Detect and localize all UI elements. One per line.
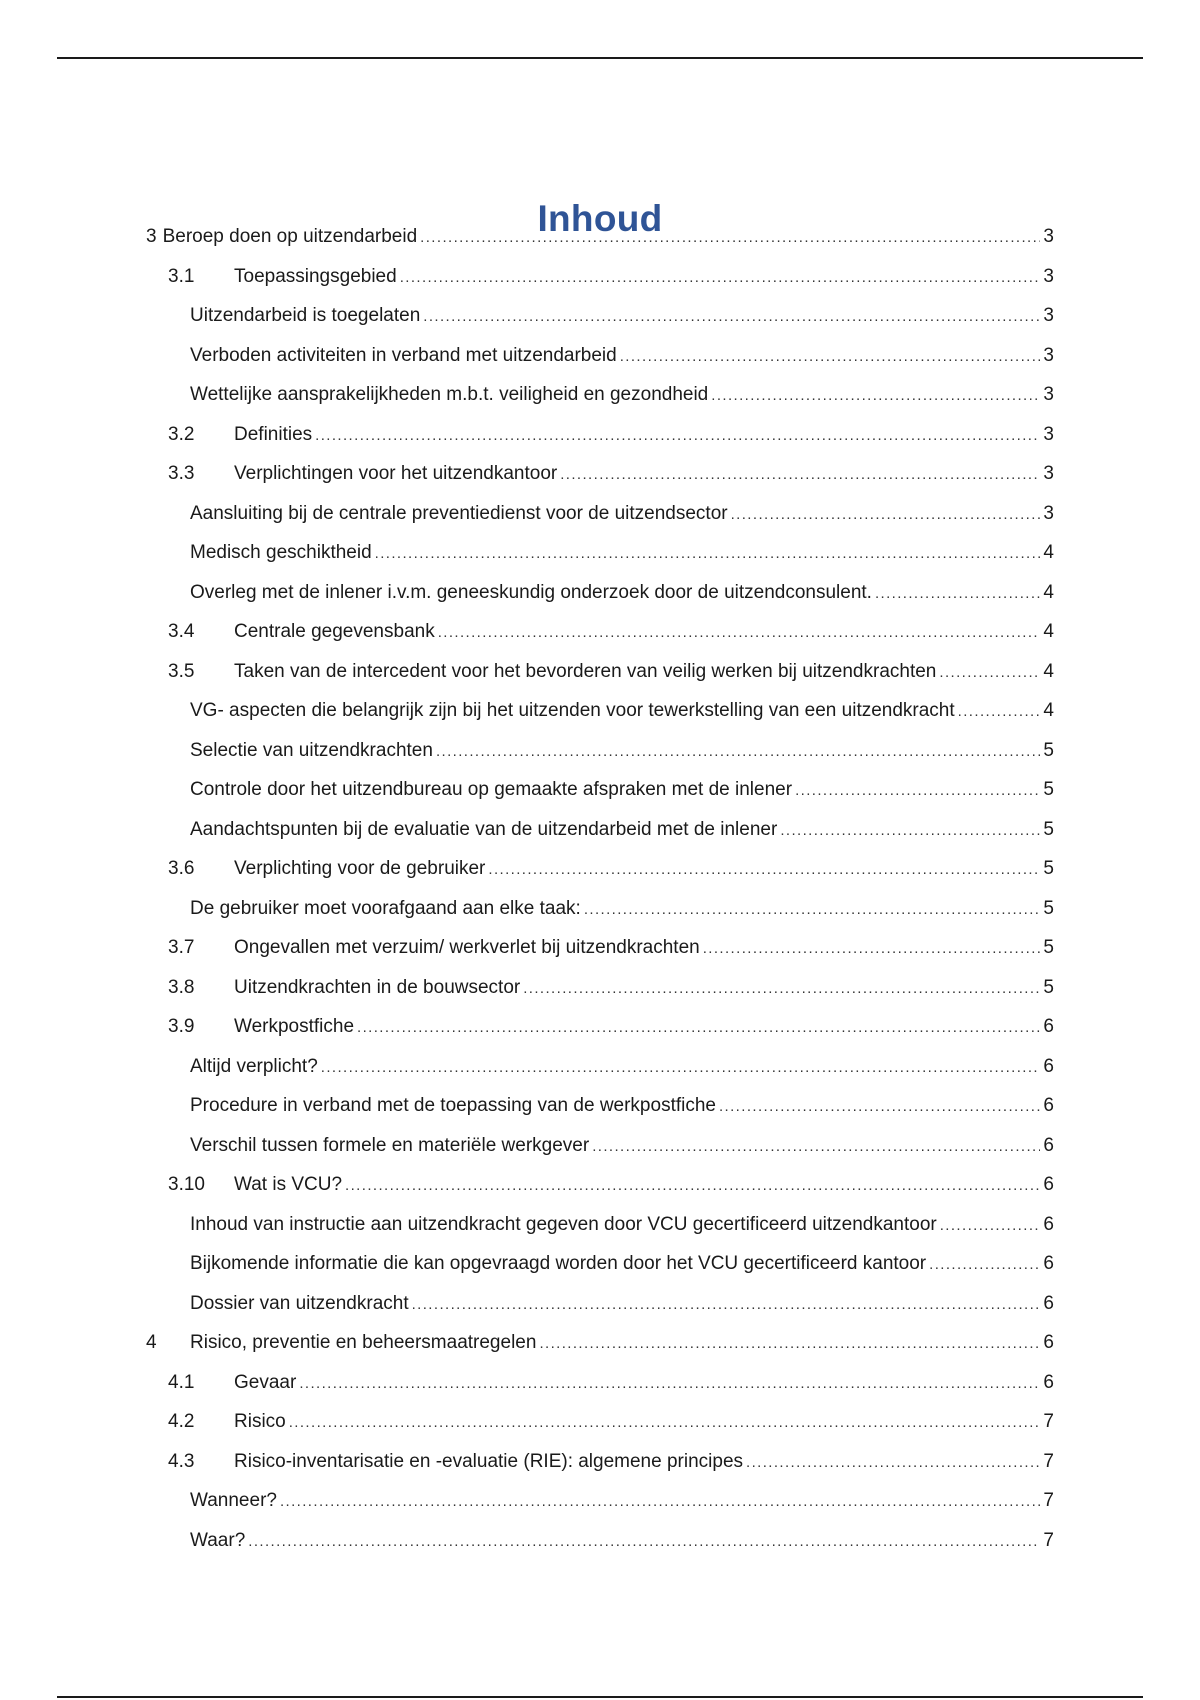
toc-entry-title: Beroep doen op uitzendarbeid xyxy=(162,226,418,247)
toc-dot-leader xyxy=(315,416,1040,456)
toc-dot-leader xyxy=(539,1324,1040,1364)
toc-page-number: 6 xyxy=(1043,1332,1054,1353)
toc-entry[interactable] xyxy=(146,849,1054,889)
toc-page-number: 4 xyxy=(1043,621,1054,642)
toc-page-number: 4 xyxy=(1043,542,1054,563)
toc-entry-title: Inhoud van instructie aan uitzendkracht gegeven door VCU gecertificeerd uitzendkantoor xyxy=(190,1213,937,1235)
toc-dot-leader xyxy=(400,258,1040,298)
toc-page-number: 3 xyxy=(1043,463,1054,484)
toc-entry-title: De gebruiker moet voorafgaand aan elke taak: xyxy=(190,897,581,919)
toc-entry[interactable] xyxy=(146,533,1054,573)
toc-entry-title: Uitzendarbeid is toegelaten xyxy=(190,305,421,326)
toc-dot-leader xyxy=(731,495,1040,535)
toc-entry[interactable] xyxy=(146,217,1054,257)
toc-dot-leader xyxy=(795,771,1040,811)
toc-dot-leader xyxy=(357,1008,1040,1048)
table-of-contents xyxy=(146,217,1054,1560)
toc-entry[interactable] xyxy=(146,1284,1054,1324)
toc-page-number: 5 xyxy=(1043,779,1054,800)
toc-page-number: 4 xyxy=(1043,581,1054,603)
toc-entry-title: Toepassingsgebied xyxy=(234,265,397,287)
toc-entry[interactable] xyxy=(146,1126,1054,1166)
toc-dot-leader xyxy=(560,455,1040,495)
toc-dot-leader xyxy=(746,1443,1040,1483)
toc-dot-leader xyxy=(436,732,1040,772)
toc-entry[interactable] xyxy=(146,731,1054,771)
toc-page-number: 5 xyxy=(1043,937,1054,958)
toc-page-number: 3 xyxy=(1043,344,1054,366)
toc-entry-number: 3.5 xyxy=(168,660,195,682)
toc-dot-leader xyxy=(345,1166,1040,1206)
toc-dot-leader xyxy=(940,1206,1040,1246)
toc-entry[interactable] xyxy=(146,1086,1054,1126)
toc-dot-leader xyxy=(423,297,1040,337)
toc-dot-leader xyxy=(958,692,1040,732)
toc-entry-title: Taken van de intercedent voor het bevorderen van veilig werken bij uitzendkrachten xyxy=(234,660,937,682)
toc-entry-title: Werkpostfiche xyxy=(234,1016,355,1037)
toc-dot-leader xyxy=(711,376,1040,416)
toc-entry-title: Definities xyxy=(234,423,313,445)
toc-page-number: 6 xyxy=(1043,1213,1054,1235)
toc-dot-leader xyxy=(321,1048,1040,1088)
toc-entry-title: Verschil tussen formele en materiële werkgever xyxy=(190,1134,590,1156)
toc-dot-leader xyxy=(929,1245,1040,1285)
toc-entry-title: Wat is VCU? xyxy=(234,1174,343,1195)
toc-entry[interactable] xyxy=(146,454,1054,494)
toc-dot-leader xyxy=(420,218,1040,258)
toc-entry[interactable] xyxy=(146,573,1054,613)
toc-page-number: 6 xyxy=(1043,1055,1054,1077)
toc-dot-leader xyxy=(280,1482,1040,1522)
toc-entry-title: Uitzendkrachten in de bouwsector xyxy=(234,976,521,998)
toc-page-number: 6 xyxy=(1043,1292,1054,1314)
toc-entry-number: 3 xyxy=(146,226,157,247)
toc-entry-number: 4.2 xyxy=(168,1411,195,1432)
toc-entry-number: 3.4 xyxy=(168,621,195,642)
toc-entry[interactable] xyxy=(146,1165,1054,1205)
toc-dot-leader xyxy=(719,1087,1040,1127)
toc-page-number: 6 xyxy=(1043,1095,1054,1116)
toc-entry-title: Aansluiting bij de centrale preventiedienst voor de uitzendsector xyxy=(190,502,728,524)
toc-dot-leader xyxy=(412,1285,1040,1325)
toc-entry-title: Controle door het uitzendbureau op gemaakte afspraken met de inlener xyxy=(190,779,793,800)
toc-dot-leader xyxy=(875,574,1040,614)
toc-entry-title: Ongevallen met verzuim/ werkverlet bij uitzendkrachten xyxy=(234,937,700,958)
toc-entry-number: 3.3 xyxy=(168,463,195,484)
toc-dot-leader xyxy=(299,1364,1040,1404)
toc-page-number: 3 xyxy=(1043,226,1054,247)
toc-page-number: 3 xyxy=(1043,265,1054,287)
toc-entry-title: Centrale gegevensbank xyxy=(234,621,435,642)
toc-page-number: 3 xyxy=(1043,384,1054,405)
toc-entry[interactable] xyxy=(146,1442,1054,1482)
toc-entry-title: Verplichtingen voor het uitzendkantoor xyxy=(234,463,558,484)
toc-entry-number: 3.7 xyxy=(168,937,195,958)
toc-entry[interactable] xyxy=(146,889,1054,929)
toc-page-number: 5 xyxy=(1043,976,1054,998)
toc-entry-number: 3.8 xyxy=(168,976,195,998)
toc-entry-title: Wettelijke aansprakelijkheden m.b.t. veiligheid en gezondheid xyxy=(190,384,709,405)
toc-dot-leader xyxy=(620,337,1040,377)
footer-rule xyxy=(57,1696,1143,1698)
toc-page-number: 6 xyxy=(1043,1134,1054,1156)
toc-entry[interactable] xyxy=(146,415,1054,455)
toc-entry[interactable] xyxy=(146,1323,1054,1363)
toc-entry-number: 3.10 xyxy=(168,1174,205,1195)
toc-page-number: 6 xyxy=(1043,1016,1054,1037)
toc-entry-number: 4.3 xyxy=(168,1450,195,1472)
toc-entry[interactable] xyxy=(146,1363,1054,1403)
toc-dot-leader xyxy=(488,850,1040,890)
toc-dot-leader xyxy=(375,534,1040,574)
toc-entry-number: 3.2 xyxy=(168,423,195,445)
toc-dot-leader xyxy=(523,969,1040,1009)
toc-page-number: 5 xyxy=(1043,739,1054,761)
toc-entry-number: 3.9 xyxy=(168,1016,195,1037)
toc-page-number: 6 xyxy=(1043,1253,1054,1274)
toc-entry[interactable] xyxy=(146,296,1054,336)
toc-dot-leader xyxy=(438,613,1040,653)
toc-page-number: 5 xyxy=(1043,897,1054,919)
toc-entry-title: Risico, preventie en beheersmaatregelen xyxy=(190,1332,537,1353)
toc-entry[interactable] xyxy=(146,336,1054,376)
header-rule xyxy=(57,57,1143,59)
toc-entry[interactable] xyxy=(146,1205,1054,1245)
toc-page-number: 7 xyxy=(1043,1529,1054,1551)
toc-entry-title: Verplichting voor de gebruiker xyxy=(234,858,486,879)
toc-page-number: 4 xyxy=(1043,660,1054,682)
toc-dot-leader xyxy=(780,811,1040,851)
toc-entry[interactable] xyxy=(146,1007,1054,1047)
toc-entry[interactable] xyxy=(146,494,1054,534)
toc-page-number: 3 xyxy=(1043,305,1054,326)
toc-entry[interactable] xyxy=(146,1047,1054,1087)
toc-entry-number: 4 xyxy=(146,1332,157,1353)
toc-entry-title: Verboden activiteiten in verband met uitzendarbeid xyxy=(190,344,617,366)
toc-entry[interactable] xyxy=(146,691,1054,731)
toc-entry-title: Wanneer? xyxy=(190,1490,277,1511)
toc-page-number: 5 xyxy=(1043,858,1054,879)
toc-entry[interactable] xyxy=(146,1481,1054,1521)
toc-entry[interactable] xyxy=(146,652,1054,692)
toc-entry-title: VG- aspecten die belangrijk zijn bij het uitzenden voor tewerkstelling van een uitzendkracht xyxy=(190,700,955,721)
toc-entry-title: Aandachtspunten bij de evaluatie van de uitzendarbeid met de inlener xyxy=(190,818,778,840)
toc-entry-title: Altijd verplicht? xyxy=(190,1055,318,1077)
toc-entry[interactable] xyxy=(146,968,1054,1008)
toc-page-number: 7 xyxy=(1043,1450,1054,1472)
toc-entry[interactable] xyxy=(146,375,1054,415)
toc-entry[interactable] xyxy=(146,1402,1054,1442)
toc-entry-title: Bijkomende informatie die kan opgevraagd worden door het VCU gecertificeerd kantoor xyxy=(190,1253,927,1274)
toc-entry[interactable] xyxy=(146,612,1054,652)
toc-dot-leader xyxy=(584,890,1040,930)
toc-entry-number: 3.6 xyxy=(168,858,195,879)
toc-entry-title: Risico-inventarisatie en -evaluatie (RIE): algemene principes xyxy=(234,1450,744,1472)
toc-entry[interactable] xyxy=(146,257,1054,297)
toc-page-number: 7 xyxy=(1043,1490,1054,1511)
toc-entry-title: Waar? xyxy=(190,1529,246,1551)
toc-entry[interactable] xyxy=(146,928,1054,968)
toc-entry-title: Medisch geschiktheid xyxy=(190,542,372,563)
toc-entry-title: Selectie van uitzendkrachten xyxy=(190,739,433,761)
toc-entry-number: 4.1 xyxy=(168,1371,195,1393)
toc-page-number: 6 xyxy=(1043,1174,1054,1195)
toc-entry[interactable] xyxy=(146,1521,1054,1561)
toc-dot-leader xyxy=(939,653,1040,693)
toc-entry[interactable] xyxy=(146,1244,1054,1284)
toc-entry[interactable] xyxy=(146,810,1054,850)
toc-page-number: 3 xyxy=(1043,502,1054,524)
toc-page-number: 4 xyxy=(1043,700,1054,721)
toc-entry-title: Overleg met de inlener i.v.m. geneeskundig onderzoek door de uitzendconsulent. xyxy=(190,581,872,603)
toc-dot-leader xyxy=(592,1127,1040,1167)
toc-dot-leader xyxy=(289,1403,1040,1443)
toc-entry-number: 3.1 xyxy=(168,265,195,287)
toc-entry[interactable] xyxy=(146,770,1054,810)
toc-entry-title: Dossier van uitzendkracht xyxy=(190,1292,409,1314)
toc-entry-title: Gevaar xyxy=(234,1371,297,1393)
toc-entry-title: Risico xyxy=(234,1411,286,1432)
toc-dot-leader xyxy=(248,1522,1040,1562)
toc-title: Inhoud xyxy=(537,197,663,239)
toc-page-number: 7 xyxy=(1043,1411,1054,1432)
toc-dot-leader xyxy=(703,929,1040,969)
toc-page-number: 3 xyxy=(1043,423,1054,445)
toc-entry-title: Procedure in verband met de toepassing van de werkpostfiche xyxy=(190,1095,716,1116)
toc-page-number: 6 xyxy=(1043,1371,1054,1393)
toc-page-number: 5 xyxy=(1043,818,1054,840)
